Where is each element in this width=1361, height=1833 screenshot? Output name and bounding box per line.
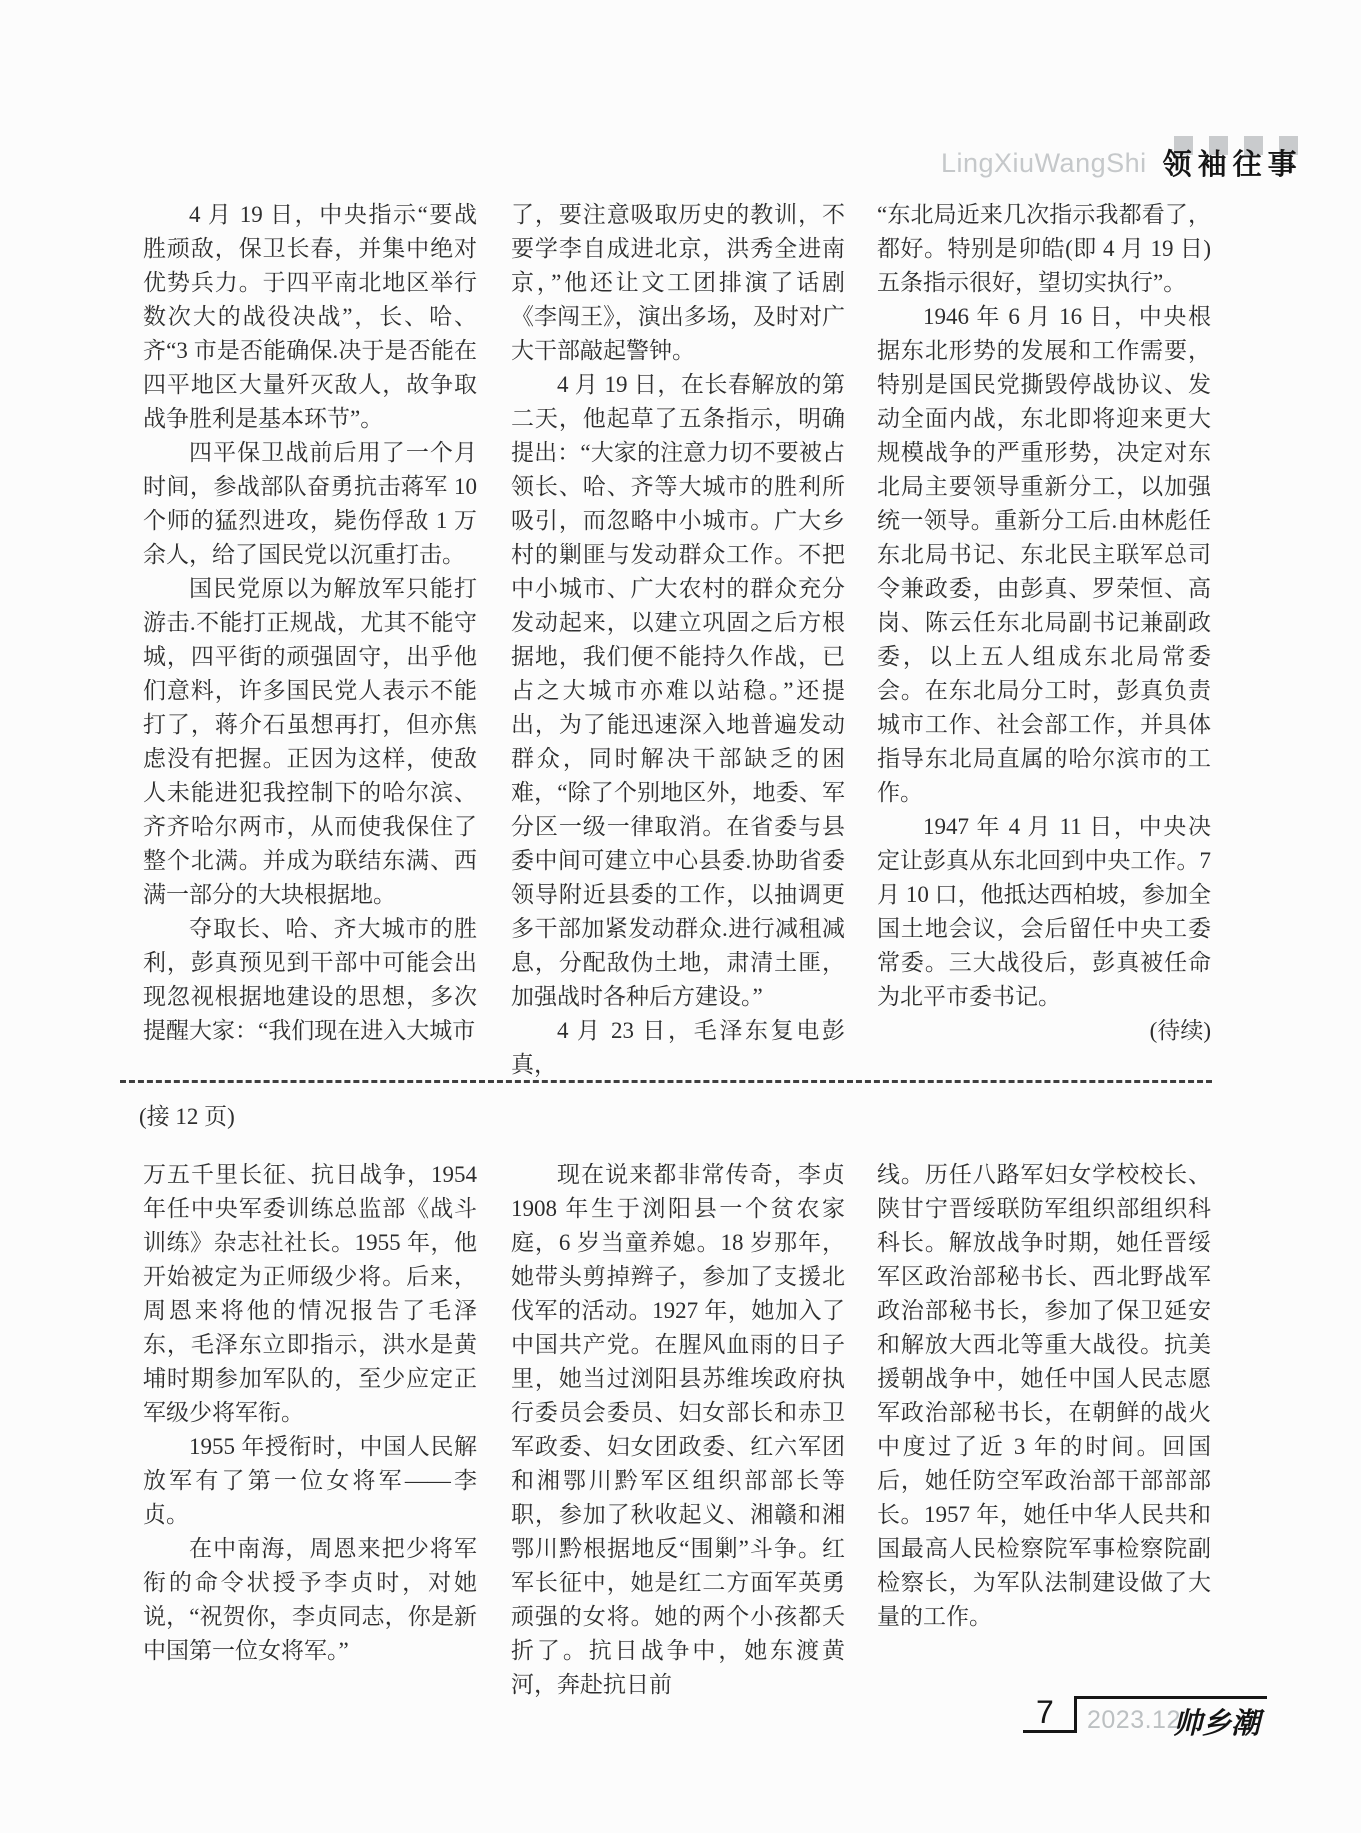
page-number: 7 bbox=[1036, 1694, 1054, 1730]
paragraph: 了，要注意吸取历史的教训，不要学李自成进北京，洪秀全进南京，”他还让文工团排演了话剧《李闯王》，演出多场，及时对广大干部敲起警钟。 bbox=[511, 202, 845, 363]
footer-vertical-rule bbox=[1074, 1696, 1077, 1733]
paragraph: 在中南海，周恩来把少将军衔的命令状授予李贞时，对她说，“祝贺你，李贞同志，你是新中国第一位女将军。” bbox=[143, 1536, 477, 1663]
section-title-char: 往 bbox=[1233, 136, 1263, 180]
paragraph: 线。历任八路军妇女学校校长、陕甘宁晋绥联防军组织部组织科科长。解放战争时期，她任晋绥军区政治部秘书长、西北野战军政治部秘书长，参加了保卫延安和解放大西北等重大战役。抗美援朝战争中，她任中国人民志愿军政治部秘书长，在朝鲜的战火中度过了近 3 年的时间。回国后，她任防空军政治部干部部部长。1957 年，她任中华人民共和国最高人民检察院军事检察院副检察长，为军队法制建设做了大量的工作。 bbox=[877, 1162, 1211, 1629]
paragraph: 现在说来都非常传奇，李贞 1908 年生于浏阳县一个贫农家庭，6 岁当童养媳。18 岁那年，她带头剪掉辫子，参加了支援北伐军的活动。1927 年，她加入了中国共产党。在腥风血雨的日子里，她当过浏阳县苏维埃政府执行委员会委员、妇女部长和赤卫军政委、妇女团政委、红六军团和湘鄂川黔军区组织部部长等职，参加了秋收起义、湘赣和湘鄂川黔根据地反“围剿”斗争。红军长征中，她是红二方面军英勇顽强的女将。她的两个小孩都夭折了。抗日战争中，她东渡黄河，奔赴抗日前 bbox=[511, 1162, 845, 1697]
section-title-char: 事 bbox=[1268, 136, 1298, 180]
section-title-char: 领 bbox=[1163, 136, 1193, 180]
footer-horizontal-rule bbox=[1074, 1696, 1267, 1699]
dashed-divider bbox=[120, 1080, 1212, 1083]
paragraph: 1947 年 4 月 11 日，中央决定让彭真从东北回到中央工作。7 月 10 口，他抵达西柏坡，参加全国土地会议，会后留任中央工委常委。三大战役后，彭真被任命为北平市委书记。 bbox=[877, 814, 1211, 1009]
to-be-continued-note: (待续) bbox=[1149, 1018, 1211, 1043]
paragraph: 国民党原以为解放军只能打游击.不能打正规战，尤其不能守城，四平街的顽强固守，出乎他们意料，许多国民党人表示不能打了，蒋介石虽想再打，但亦焦虑没有把握。正因为这样，使敌人未能进犯我控制下的哈尔滨、齐齐哈尔两市，从而使我保住了整个北满。并成为联结东满、西满一部分的大块根据地。 bbox=[143, 576, 477, 907]
text-column-1 bbox=[143, 198, 477, 1048]
page-number-underline bbox=[1023, 1730, 1076, 1733]
text-column-2 bbox=[511, 1158, 845, 1702]
text-column-3 bbox=[877, 198, 1211, 1048]
section-title-char: 袖 bbox=[1198, 136, 1228, 180]
paragraph: 1946 年 6 月 16 日，中央根据东北形势的发展和工作需要，特别是国民党撕毁停战协议、发动全面内战，东北即将迎来更大规模战争的严重形势，决定对东北局主要领导重新分工，以加强统一领导。重新分工后.由林彪任东北局书记、东北民主联军总司令兼政委，由彭真、罗荣恒、高岗、陈云任东北局副书记兼副政委，以上五人组成东北局常委会。在东北局分工时，彭真负责城市工作、社会部工作，并具体指导东北局直属的哈尔滨市的工作。 bbox=[877, 304, 1211, 805]
text-column-3 bbox=[877, 1158, 1211, 1634]
section-pinyin-label: LingXiuWangShi bbox=[941, 148, 1147, 178]
issue-date: 2023.12 bbox=[1087, 1706, 1181, 1734]
paragraph: 四平保卫战前后用了一个月时间，参战部队奋勇抗击蒋军 10 个师的猛烈进攻，毙伤俘敌 1 万余人，给了国民党以沉重打击。 bbox=[143, 440, 477, 567]
text-column-1 bbox=[143, 1158, 477, 1668]
continued-from-note: (接 12 页) bbox=[139, 1104, 235, 1129]
page-footer bbox=[1026, 1694, 1271, 1742]
magazine-logo: 帅乡潮 bbox=[1173, 1706, 1261, 1740]
paragraph: 万五千里长征、抗日战争，1954 年任中央军委训练总监部《战斗训练》杂志社社长。1955 年，他开始被定为正师级少将。后来，周恩来将他的情况报告了毛泽东，毛泽东立即指示，洪水是黄埔时期参加军队的，至少应定正军级少将军衔。 bbox=[143, 1162, 477, 1425]
text-column-2 bbox=[511, 198, 845, 1082]
section-masthead bbox=[941, 136, 1298, 180]
paragraph: “东北局近来几次指示我都看了，都好。特别是卯皓(即 4 月 19 日)五条指示很好，望切实执行”。 bbox=[877, 202, 1211, 295]
section-title bbox=[1163, 136, 1298, 180]
paragraph: 4 月 19 日，中央指示“要战胜顽敌，保卫长春，并集中绝对优势兵力。于四平南北地区举行数次大的战役决战”，长、哈、齐“3 市是否能确保.决于是否能在四平地区大量歼灭敌人，故争取战争胜利是基本环节”。 bbox=[143, 202, 477, 431]
paragraph: 1955 年授衔时，中国人民解放军有了第一位女将军——李贞。 bbox=[143, 1434, 477, 1527]
paragraph: 夺取长、哈、齐大城市的胜利，彭真预见到干部中可能会出现忽视根据地建设的思想，多次提醒大家：“我们现在进入大城市 bbox=[143, 916, 477, 1043]
paragraph: 4 月 23 日，毛泽东复电彭真， bbox=[511, 1018, 845, 1077]
paragraph: 4 月 19 日，在长春解放的第二天，他起草了五条指示，明确提出：“大家的注意力切不要被占领长、哈、齐等大城市的胜利所吸引，而忽略中小城市。广大乡村的剿匪与发动群众工作。不把中小城市、广大农村的群众充分发动起来，以建立巩固之后方根据地，我们便不能持久作战，已占之大城市亦难以站稳。”还提出，为了能迅速深入地普遍发动群众，同时解决干部缺乏的困难，“除了个别地区外，地委、军分区一级一律取消。在省委与县委中间可建立中心县委.协助省委领导附近县委的工作，以抽调更多干部加紧发动群众.进行减租减息，分配敌伪土地，肃清土匪，加强战时各种后方建设。” bbox=[511, 372, 845, 1009]
